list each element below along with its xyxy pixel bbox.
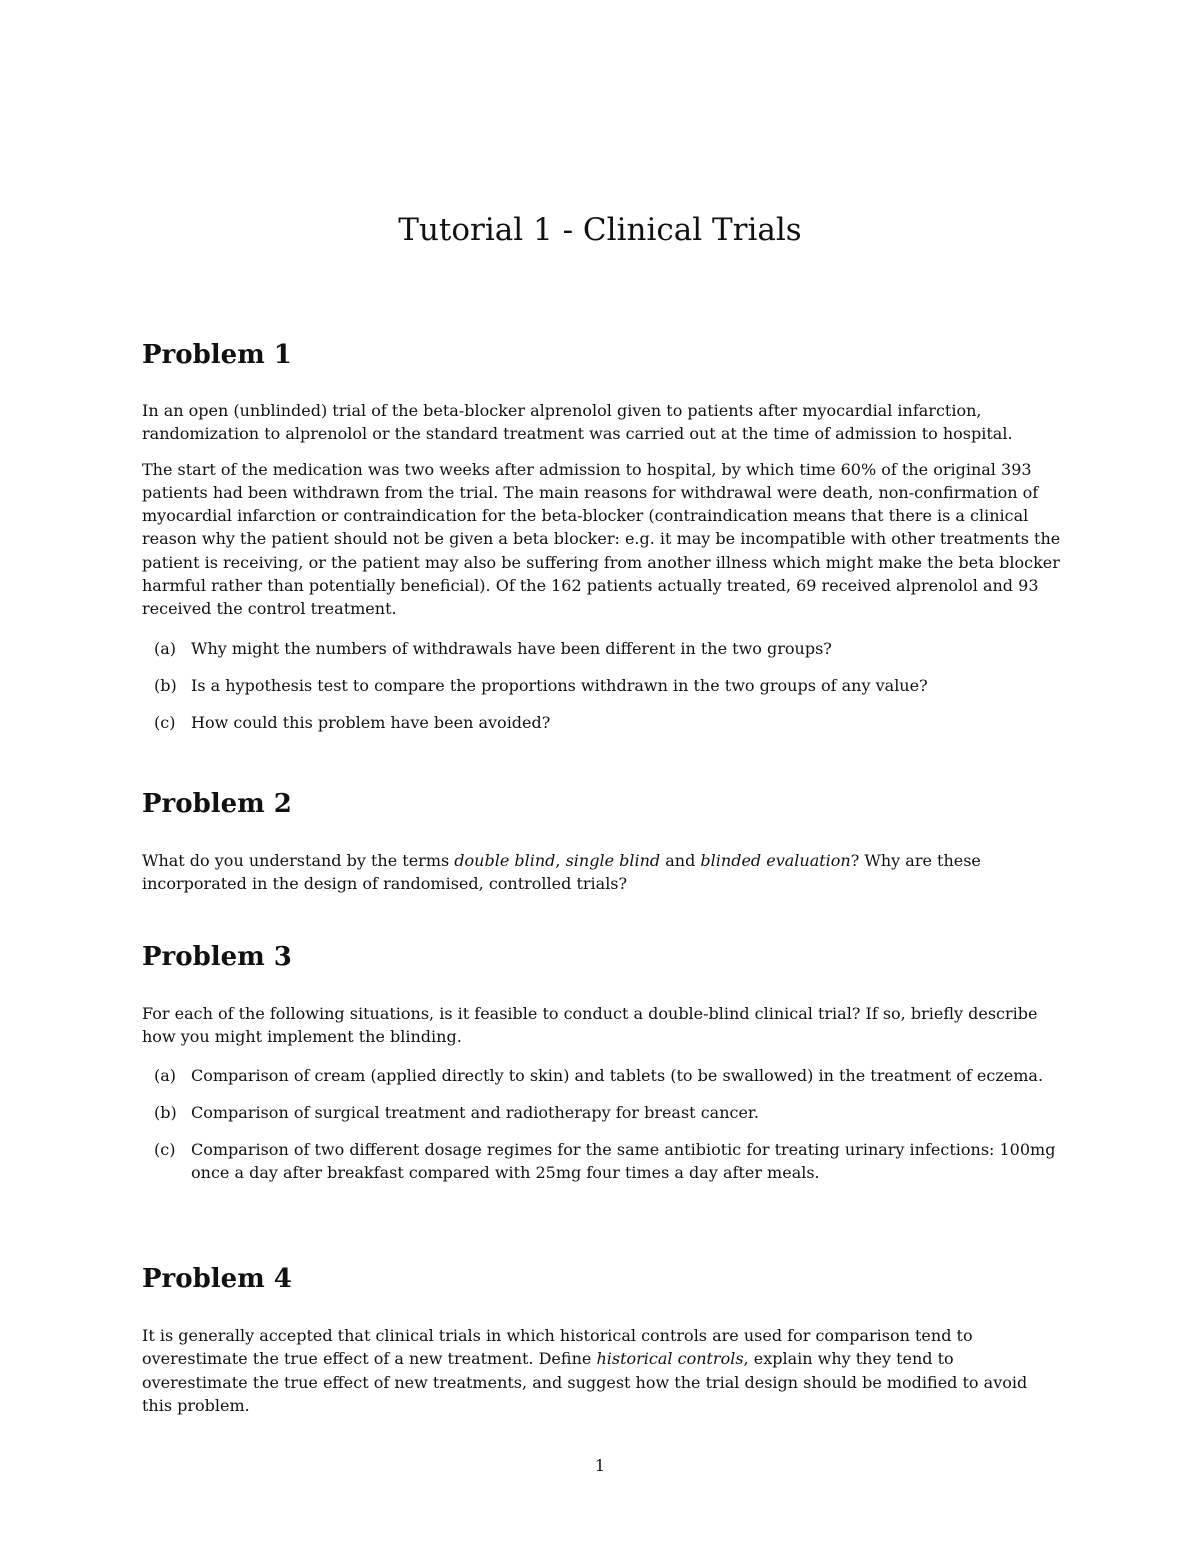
problem-paragraph: In an open (unblinded) trial of the beta-blocker alprenolol given to patients after myocardial infarction, randomization to alprenolol or the standard treatment was carried out at the time of admission to hospital. [142, 401, 1013, 444]
text-run: and [660, 851, 701, 870]
emphasized-term: blinded evaluation [700, 851, 851, 870]
question-text: Comparison of surgical treatment and radiotherapy for breast cancer. [191, 1102, 759, 1122]
problem-heading: Problem 1 [142, 340, 292, 370]
question-item [142, 674, 1062, 697]
question-marker: (b) [154, 1102, 177, 1122]
question-item [142, 711, 1062, 734]
question-marker: (c) [154, 713, 176, 733]
question-item [142, 637, 1062, 660]
text-run: , explain why they tend to overestimate the true effect of new treatments, and suggest how the trial design should be modified to avoid this problem. [142, 1349, 1028, 1415]
text-run: , [555, 851, 566, 870]
question-marker: (a) [154, 1065, 177, 1085]
emphasized-term: double blind [454, 851, 556, 870]
problem-paragraph [142, 849, 1062, 896]
problem-paragraph: For each of the following situations, is it feasible to conduct a double-blind clinical trial? If so, briefly describe how you might implement the blinding. [142, 1004, 1038, 1047]
question-list [142, 1064, 1062, 1185]
problem-paragraph: The start of the medication was two weeks after admission to hospital, by which time 60% of the original 393 patients had been withdrawn from the trial. The main reasons for withdrawal were death, non-confirmation of myocardial infarction or contraindication for the beta-blocker (contraindication means that there is a clinical reason why the patient should not be given a beta blocker: e.g. it may be incompatible with other treatments the patient is receiving, or the patient may also be suffering from another illness which might make the beta blocker harmful rather than potentially beneficial). Of the 162 patients actually treated, 69 received alprenolol and 93 received the control treatment. [142, 459, 1061, 619]
problem-4-section [142, 1262, 1062, 1417]
question-text: How could this problem have been avoided? [191, 713, 551, 733]
page-number: 1 [594, 1456, 606, 1475]
problem-1-section [142, 338, 1062, 735]
question-text: Comparison of two different dosage regimes for the same antibiotic for treating urinary infections: 100mg once a day after breakfast compared with 25mg four times a day after meals. [191, 1140, 1056, 1183]
emphasized-term: single blind [565, 851, 661, 870]
question-item [142, 1101, 1062, 1124]
question-marker: (a) [154, 638, 177, 658]
emphasized-term: historical controls [596, 1349, 744, 1369]
problem-2-section [142, 787, 1062, 896]
problem-heading: Problem 4 [142, 1264, 292, 1294]
question-item [142, 1064, 1062, 1087]
question-marker: (b) [154, 675, 177, 695]
text-run: What do you understand by the terms [142, 851, 455, 870]
question-marker: (c) [154, 1140, 176, 1160]
question-text: Is a hypothesis test to compare the proportions withdrawn in the two groups of any value? [191, 675, 928, 695]
document-title: Tutorial 1 - Clinical Trials [398, 212, 802, 248]
question-item [142, 1138, 1062, 1185]
question-text: Comparison of cream (applied directly to skin) and tablets (to be swallowed) in the treatment of eczema. [191, 1065, 1044, 1085]
problem-heading: Problem 2 [142, 789, 292, 819]
problem-paragraph [142, 1324, 1062, 1417]
problem-3-section [142, 940, 1062, 1185]
problem-heading: Problem 3 [142, 942, 292, 972]
question-list [142, 637, 1062, 735]
question-text: Why might the numbers of withdrawals have been different in the two groups? [191, 638, 832, 658]
text-run: It is generally accepted that clinical trials in which historical controls are used for comparison tend to overestimate the true effect of a new treatment. Define [142, 1326, 973, 1369]
text-run: ? Why are these incorporated in the design of randomised, controlled trials? [142, 851, 981, 894]
